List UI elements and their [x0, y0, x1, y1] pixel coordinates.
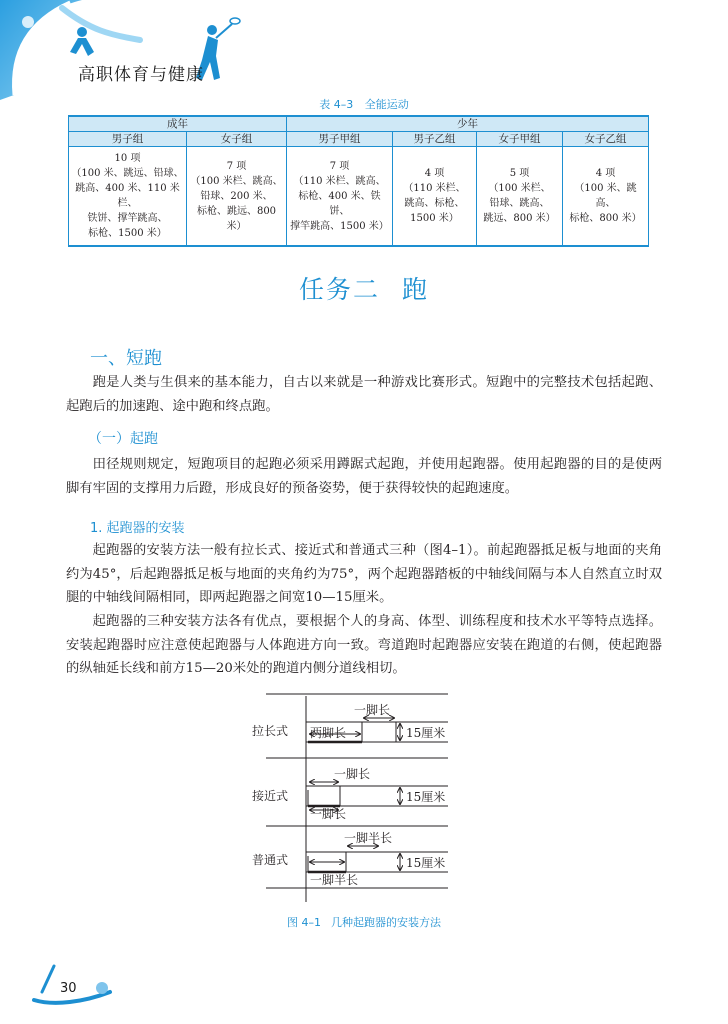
- label-width: 15厘米: [406, 790, 446, 804]
- table-caption-number: 表 4–3: [319, 98, 354, 111]
- column-header: 女子乙组: [563, 132, 649, 147]
- footer-decoration: [30, 962, 130, 1008]
- event-list-line: 撑竿跳高、1500 米）: [290, 220, 389, 232]
- label-one-foot: 一脚长: [334, 767, 371, 781]
- header-decoration: [0, 0, 260, 110]
- table-cell: [563, 147, 649, 247]
- group-header-adult: 成年: [69, 116, 287, 132]
- event-count: 10 项: [114, 153, 141, 164]
- table-cell: [393, 147, 477, 247]
- table-cell: [477, 147, 563, 247]
- section-name: 跑: [402, 275, 430, 304]
- row-label-pulled: 拉长式: [252, 724, 289, 738]
- label-width: 15厘米: [406, 856, 446, 870]
- heading-sprint: 一、短跑: [90, 348, 162, 369]
- label-width: 15厘米: [406, 726, 446, 740]
- column-header: 男子组: [69, 132, 187, 147]
- event-list-line: （100 米栏、: [488, 183, 551, 194]
- event-list-line: （110 米栏、: [403, 183, 466, 194]
- event-list-line: 标枪、1500 米）: [88, 228, 167, 239]
- event-list-line: （100 米栏、跳高、: [190, 175, 283, 187]
- heading-start: （一）起跑: [88, 431, 158, 447]
- athlete-icon: [70, 27, 94, 56]
- event-list-line: 跳高、标枪、: [404, 198, 465, 209]
- event-list-line: （100 米、跳远、铅球、: [71, 168, 184, 179]
- event-list-line: 铅球、跳高、: [489, 198, 550, 209]
- row-label-close: 接近式: [252, 789, 289, 803]
- event-count: 7 项: [329, 160, 350, 172]
- group-header-youth: 少年: [287, 116, 649, 132]
- column-header: 男子甲组: [287, 132, 393, 147]
- event-list-line: （110 米栏、跳高、: [293, 175, 386, 187]
- event-count: 4 项: [595, 168, 616, 179]
- figure-caption: [0, 914, 728, 930]
- table-cell: [287, 147, 393, 247]
- section-label: 任务二: [298, 275, 380, 304]
- event-list-line: 1500 米）: [410, 213, 459, 224]
- column-header: 男子乙组: [393, 132, 477, 147]
- label-one-foot: 一脚长: [354, 703, 391, 717]
- section-title: [0, 270, 728, 306]
- label-half-foot: 一脚半长: [310, 873, 359, 887]
- book-title: 高职体育与健康: [78, 65, 204, 85]
- label-half-foot: 一脚半长: [344, 831, 393, 845]
- event-list-line: 标枪、800 米）: [569, 213, 642, 224]
- column-header: 女子组: [187, 132, 287, 147]
- paragraph: 田径规则规定，短跑项目的起跑必须采用蹲踞式起跑，并使用起跑器。使用起跑器的目的是使两脚有牢固的支撑用力后蹬，形成良好的预备姿势，便于获得较快的起跑速度。: [66, 457, 662, 496]
- paragraph: 跑是人类与生俱来的基本能力，自古以来就是一种游戏比赛形式。短跑中的完整技术包括起跑、起跑后的加速跑、途中跑和终点跑。: [66, 375, 662, 414]
- event-list-line: （100 米、跳高、: [574, 183, 637, 209]
- paragraph: 起跑器的安装方法一般有拉长式、接近式和普通式三种（图4–1）。前起跑器抵足板与地面的夹角约为45°，后起跑器抵足板与地面的夹角约为75°，两个起跑器踏板的中轴线间隔与本人自然直立时双腿的中轴线间隔相同，即两起跑器之间宽10—15厘米。: [66, 543, 662, 605]
- starting-block-diagram: [250, 690, 470, 902]
- ball-icon: [96, 982, 108, 994]
- table-caption: [0, 96, 728, 112]
- row-label-standard: 普通式: [252, 853, 289, 867]
- table-caption-title: 全能运动: [364, 98, 409, 111]
- event-count: 4 项: [424, 168, 445, 179]
- figure-caption-number: 图 4–1: [287, 916, 321, 929]
- event-list-line: 铁饼、撑竿跳高、: [87, 213, 168, 224]
- event-list-line: 铅球、200 米、: [200, 190, 273, 202]
- label-two-feet: 两脚长: [310, 726, 347, 740]
- event-list-line: 跳远、800 米）: [483, 213, 556, 224]
- heading-block-installation: 1. 起跑器的安装: [90, 521, 185, 536]
- table-row: [69, 147, 649, 247]
- decathlon-table: [68, 115, 649, 247]
- table-cell: [69, 147, 187, 247]
- paragraph: 起跑器的三种安装方法各有优点，要根据个人的身高、体型、训练程度和技术水平等特点选择。安装起跑器时应注意使起跑器与人体跑进方向一致。弯道跑时起跑器应安装在跑道的右侧，使起跑器的纵轴延长线和前方15—20米处的跑道内侧分道线相切。: [66, 614, 662, 676]
- event-list-line: 标枪、400 米、铁饼、: [298, 190, 381, 217]
- event-count: 7 项: [226, 160, 247, 172]
- page-number: 30: [60, 981, 77, 996]
- event-list-line: 标枪、跳远、800 米）: [196, 205, 277, 232]
- table-cell: [187, 147, 287, 247]
- label-one-foot: 一脚长: [310, 807, 347, 821]
- figure-caption-title: 几种起跑器的安装方法: [331, 916, 441, 929]
- event-count: 5 项: [509, 168, 530, 179]
- column-header: 女子甲组: [477, 132, 563, 147]
- event-list-line: 跳高、400 米、110 米栏、: [75, 183, 180, 209]
